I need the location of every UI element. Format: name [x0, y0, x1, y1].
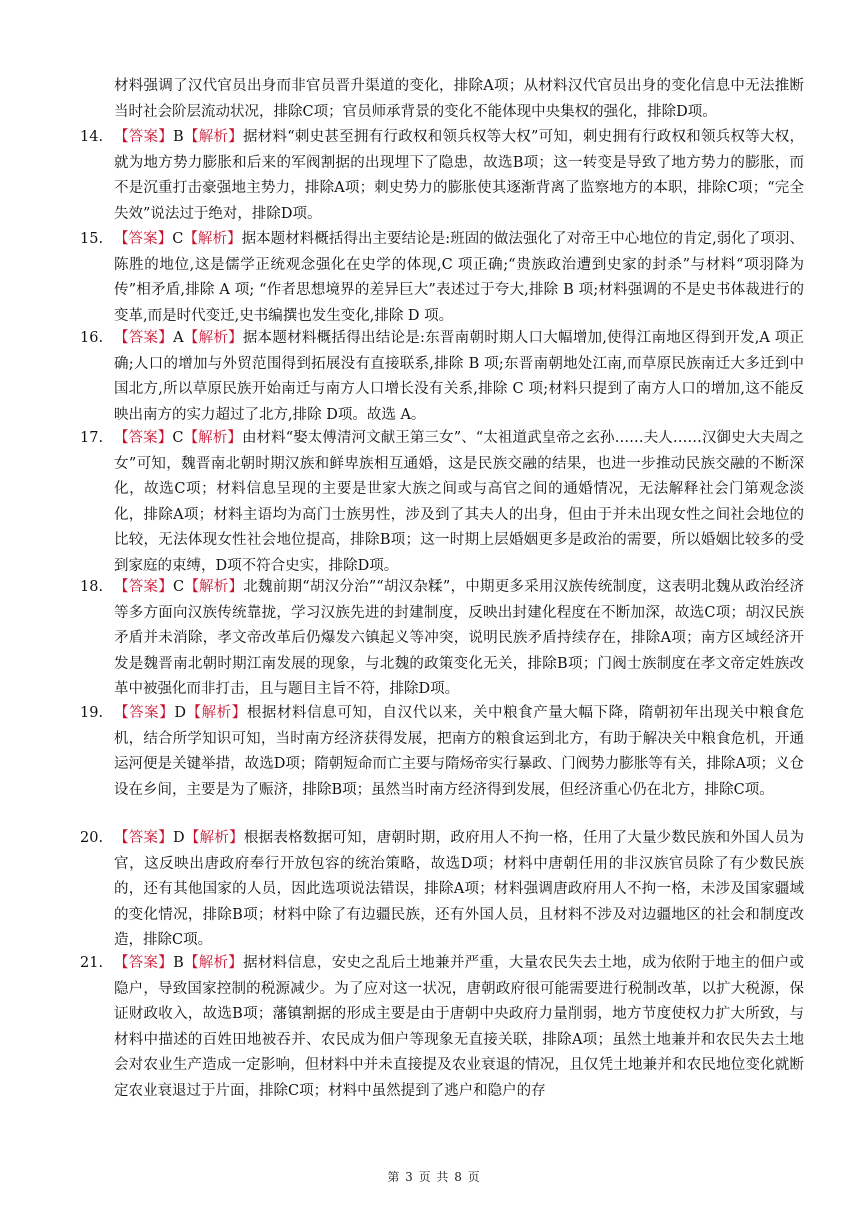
item-body [114, 125, 804, 227]
answer-letter: C [172, 579, 185, 595]
answer-letter: B [173, 129, 184, 145]
continued-paragraph: 材料强调了汉代官员出身而非官员晋升渠道的变化，排除A项；从材料汉代官员出身的变化信息中无法推断当时社会阶层流动状况，排除C项；官员师承背景的变化不能体现中央集权的强化，排除D项。 [114, 78, 804, 120]
analysis-text: 据本题材料概括得出结论是:东晋南朝时期人口大幅增加,使得江南地区得到开发,A 项正确;人口的增加与外贸范围得到拓展没有直接联系,排除 B 项;东晋南朝地处江南,而草原民族南迁大多迁到中国北方,所以草原民族开始南迁与南方人口增长没有关系,排除 C 项;材料只提到了南方人口的增加,这不能反映出南方的实力超过了北方,排除 D项。故选 A。 [114, 330, 805, 423]
answer-item-16 [80, 326, 804, 428]
answer-label: 【答案】 [114, 129, 174, 145]
analysis-label: 【解析】 [183, 430, 242, 446]
item-body [114, 575, 804, 703]
analysis-text: 据材料“刺史甚至拥有行政权和领兵权等大权”可知，刺史拥有行政权和领兵权等大权，就为地方势力膨胀和后来的军阀割据的出现埋下了隐患，故选B项；这一转变是导致了地方势力的膨胀，而不是沉重打击豪强地主势力，排除A项；刺史势力的膨胀使其逐渐背离了监察地方的本职，排除C项；“完全失效”说法过于绝对，排除D项。 [114, 129, 805, 222]
answer-item-14 [80, 125, 804, 227]
analysis-label: 【解析】 [183, 231, 242, 247]
answer-item-15 [80, 227, 804, 329]
analysis-text: 北魏前期“胡汉分治”“胡汉杂糅”，中期更多采用汉族传统制度，这表明北魏从政治经济等多方面向汉族传统靠拢，学习汉族先进的封建制度，反映出封建化程度在不断加深，故选C项；胡汉民族矛盾并未消除，孝文帝改革后仍爆发六镇起义等冲突，说明民族矛盾持续存在，排除A项；南方区域经济开发是魏晋南北朝时期江南发展的现象，与北魏的政策变化无关，排除B项；门阀士族制度在孝文帝定姓族改革中被强化而非打击，且与题目主旨不符，排除D项。 [114, 579, 805, 698]
answer-item-19 [80, 701, 804, 803]
answer-label: 【答案】 [114, 830, 173, 846]
answer-item-21 [80, 951, 804, 1105]
analysis-text: 据本题材料概括得出主要结论是:班固的做法强化了对帝王中心地位的肯定,弱化了项羽、陈胜的地位,这是儒学正统观念强化在史学的体现,C 项正确;“贵族政治遭到史家的封杀”与材料“项羽降为传”相矛盾,排除 A 项; “作者思想境界的差异巨大”表述过于夸大,排除 B 项;材料强调的不是史书体裁进行的变革,而是时代变迁,史书编撰也发生变化,排除 D 项。 [114, 231, 804, 324]
item-body [114, 227, 804, 329]
answer-label: 【答案】 [114, 705, 175, 721]
analysis-label: 【解析】 [185, 705, 247, 721]
item-body [114, 426, 804, 580]
item-body [114, 826, 804, 954]
answer-item-17 [80, 426, 804, 580]
analysis-label: 【解析】 [183, 129, 243, 145]
analysis-label: 【解析】 [184, 830, 244, 846]
analysis-text: 根据材料信息可知，自汉代以来，关中粮食产量大幅下降，隋朝初年出现关中粮食危机，结合所学知识可知，当时南方经济获得发展，把南方的粮食运到北方，有助于解决关中粮食危机，开通运河便是关键举措，故选D项；隋朝短命而亡主要与隋炀帝实行暴政、门阀势力膨胀等有关，排除A项；义仓设在乡间，主要是为了赈济，排除B项；虽然当时南方经济得到发展，但经济重心仍在北方，排除C项。 [114, 705, 805, 798]
page-footer: 第 3 页 共 8 页 [387, 1170, 481, 1184]
question-number: 14. [80, 129, 104, 145]
answer-letter: D [174, 705, 186, 721]
answer-letter: C [172, 430, 184, 446]
item-body [114, 951, 804, 1105]
question-number: 21. [80, 955, 104, 971]
analysis-text: 根据表格数据可知，唐朝时期，政府用人不拘一格，任用了大量少数民族和外国人员为官，这反映出唐政府奉行开放包容的统治策略，故选D项；材料中唐朝任用的非汉族官员除了有少数民族的，还有其他国家的人员，因此选项说法错误，排除A项；材料强调唐政府用人不拘一格，未涉及国家疆域的变化情况，排除B项；材料中除了有边疆民族，还有外国人员，且材料不涉及对边疆地区的社会和制度改造，排除C项。 [114, 830, 805, 949]
question-number: 17. [80, 430, 104, 446]
answer-label: 【答案】 [114, 430, 173, 446]
analysis-label: 【解析】 [183, 955, 244, 971]
analysis-label: 【解析】 [184, 579, 244, 595]
question-number: 16. [80, 330, 104, 346]
answer-item-18 [80, 575, 804, 703]
answer-label: 【答案】 [114, 330, 174, 346]
analysis-label: 【解析】 [183, 330, 243, 346]
item-body [114, 701, 804, 803]
answer-letter: C [172, 231, 184, 247]
analysis-text: 据材料信息，安史之乱后土地兼并严重，大量农民失去土地，成为依附于地主的佃户或隐户，导致国家控制的税源减少。为了应对这一状况，唐朝政府很可能需要进行税制改革，以扩大税源，保证财政收入，故选B项；藩镇割据的形成主要是由于唐朝中央政府力量削弱，地方节度使权力扩大所致，与材料中描述的百姓田地被吞并、农民成为佃户等现象无直接关联，排除A项；虽然土地兼并和农民失去土地会对农业生产造成一定影响，但材料中并未直接提及农业衰退的情况，且仅凭土地兼并和农民地位变化就断定农业衰退过于片面，排除C项；材料中虽然提到了逃户和隐户的存 [114, 955, 805, 1099]
analysis-text: 由材料“娶太傅清河文献王第三女”、“太祖道武皇帝之玄孙……夫人……汉御史大夫周之女”可知，魏晋南北朝时期汉族和鲜卑族相互通婚，这是民族交融的结果，也进一步推动民族交融的不断深化，故选C项；材料信息呈现的主要是世家大族之间或与高官之间的通婚情况，无法解释社会门第观念淡化，排除A项；材料主语均为高门士族男性，涉及到了其夫人的出身，但由于并未出现女性之间社会地位的比较，无法体现女性社会地位提高，排除B项；这一时期上层婚姻更多是政治的需要，所以婚姻比较多的受到家庭的束缚，D项不符合史实，排除D项。 [114, 430, 805, 574]
answer-label: 【答案】 [114, 579, 173, 595]
question-number: 15. [80, 231, 104, 247]
answer-label: 【答案】 [114, 231, 173, 247]
answer-letter: D [173, 830, 185, 846]
answer-label: 【答案】 [114, 955, 174, 971]
answer-letter: A [173, 330, 184, 346]
question-number: 19. [80, 705, 104, 721]
question-number: 20. [80, 830, 104, 846]
answer-letter: B [173, 955, 184, 971]
question-number: 18. [80, 579, 104, 595]
item-body [114, 326, 804, 428]
answer-item-20 [80, 826, 804, 954]
